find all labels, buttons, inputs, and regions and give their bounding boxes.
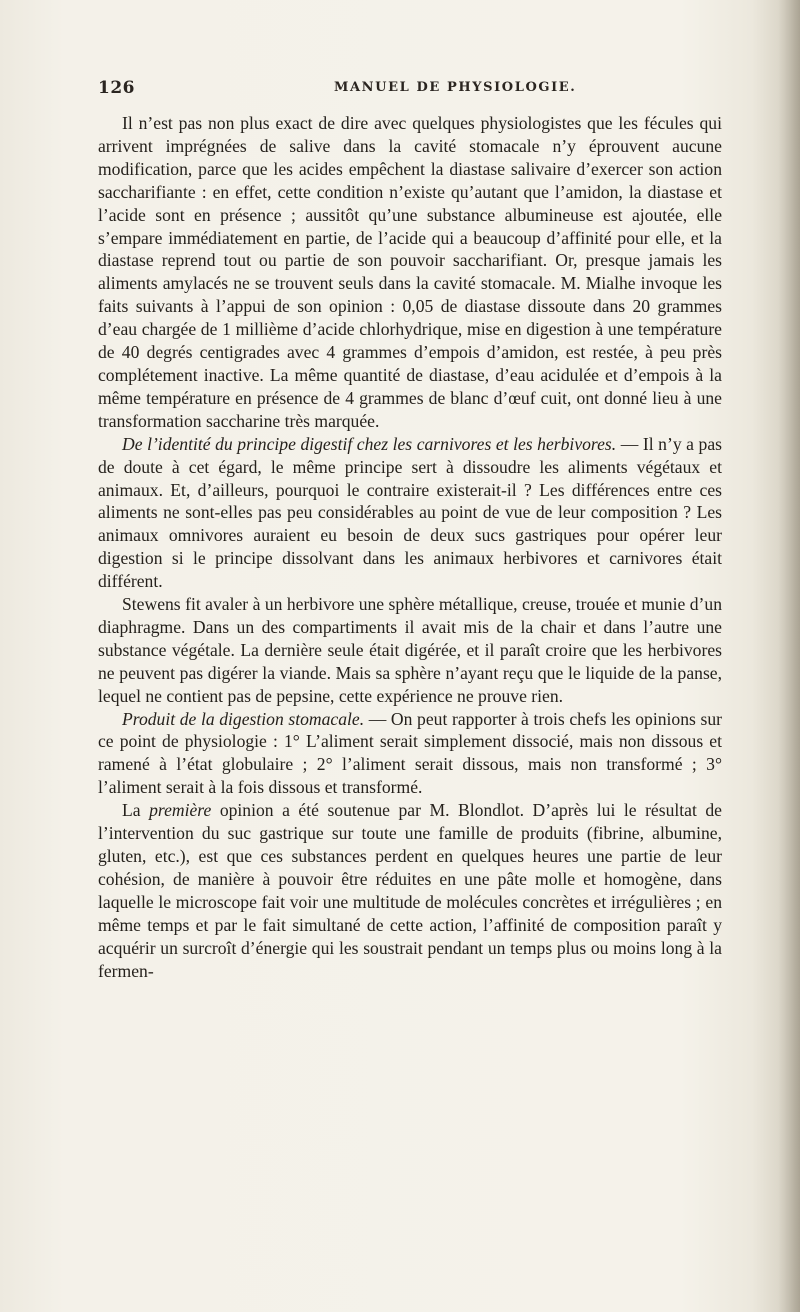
running-title: MANUEL DE PHYSIOLOGIE. [334, 80, 577, 95]
paragraph-premiere-opinion [98, 799, 722, 982]
section-title: Produit de la digestion stomacale. [122, 708, 365, 729]
paragraph-identite [98, 433, 722, 593]
page-gutter-shadow [778, 0, 800, 1312]
paragraph-text: opinion a été soutenue par M. Blondlot. D’après lui le résultat de l’intervention du suc gastrique sur toute une famille de produits (fibrine, albumine, gluten, etc.), est que ces substances perdent en quelques heures une partie de leur cohésion, de manière à pouvoir être réduites en une pâte molle et homogène, dans laquelle le microscope fait voir une multitude de molécules concrètes et irrégulières ; en même temps et par le fait simultané de cette action, l’affinité de composition paraît y acquérir un surcroît d’énergie qui les soustrait pendant un temps plus ou moins long à la fermen- [98, 800, 722, 981]
paragraph-text: — On peut rapporter à trois chefs les opinions sur ce point de physiologie : 1° L’aliment serait simplement dissocié, mais non dissous et ramené à l’état globulaire ; 2° l’aliment serait dissous, mais non transformé ; 3° l’aliment serait à la fois dissous et transformé. [98, 708, 722, 798]
paragraph-text: Stewens fit avaler à un herbivore une sphère métallique, creuse, trouée et munie d’un diaphragme. Dans un des compartiments il avait mis de la chair et dans l’autre une substance végétale. La dernière seule était digérée, et il paraît croire que les herbivores ne peuvent pas digérer la viande. Mais sa sphère n’ayant reçu que le liquide de la panse, lequel ne contient pas de pepsine, cette expérience ne prouve rien. [98, 594, 722, 706]
paragraph-produit [98, 708, 722, 800]
paragraph-lead: La [122, 800, 150, 821]
section-title: De l’identité du principe digestif chez les carnivores et les herbivores. [122, 433, 617, 454]
paragraph-text: — Il n’y a pas de doute à cet égard, le même principe sert à dissoudre les aliments végétaux et animaux. Et, d’ailleurs, pourquoi le contraire existerait-il ? Les différences entre ces aliments ne sont-elles pas peu considérables au point de vue de leur composition ? Les animaux omnivores auraient eu besoin de deux sucs gastriques pour opérer leur digestion si le principe dissolvant dans les animaux herbivores et carnivores était différent. [98, 433, 722, 592]
paragraph-diastase [98, 112, 722, 433]
page-number: 126 [98, 78, 135, 98]
paragraph-text: Il n’est pas non plus exact de dire avec quelques physiologistes que les fécules qui arrivent imprégnées de salive dans la cavité stomacale n’y éprouvent aucune modification, parce que les acides empêchent la diastase salivaire d’exercer son action saccharifiante : en effet, cette condition n’existe qu’autant que l’amidon, la diastase et l’acide sont en présence ; aussitôt qu’une substance albumineuse est ajoutée, elle s’empare immédiatement en partie, de l’acide qui a beaucoup d’affinité pour elle, et la diastase reprend tout ou partie de son pouvoir saccharifiant. Or, presque jamais les aliments amylacés ne se trouvent seuls dans la cavité stomacale. M. Mialhe invoque les faits suivants à l’appui de son opinion : 0,05 de diastase dissoute dans 20 grammes d’eau chargée de 1 millième d’acide chlorhydrique, mise en digestion à une température de 40 degrés centigrades avec 4 grammes d’empois d’amidon, est restée, à peu près complétement inactive. La même quantité de diastase, d’eau acidulée et d’empois à la même température en présence de 4 grammes de blanc d’œuf cuit, ont donné lieu à une transformation saccharine très marquée. [98, 113, 722, 431]
paragraph-stewens [98, 593, 722, 708]
emphasized-word: première [149, 800, 212, 821]
page-header [98, 78, 718, 102]
body-text [98, 112, 722, 982]
